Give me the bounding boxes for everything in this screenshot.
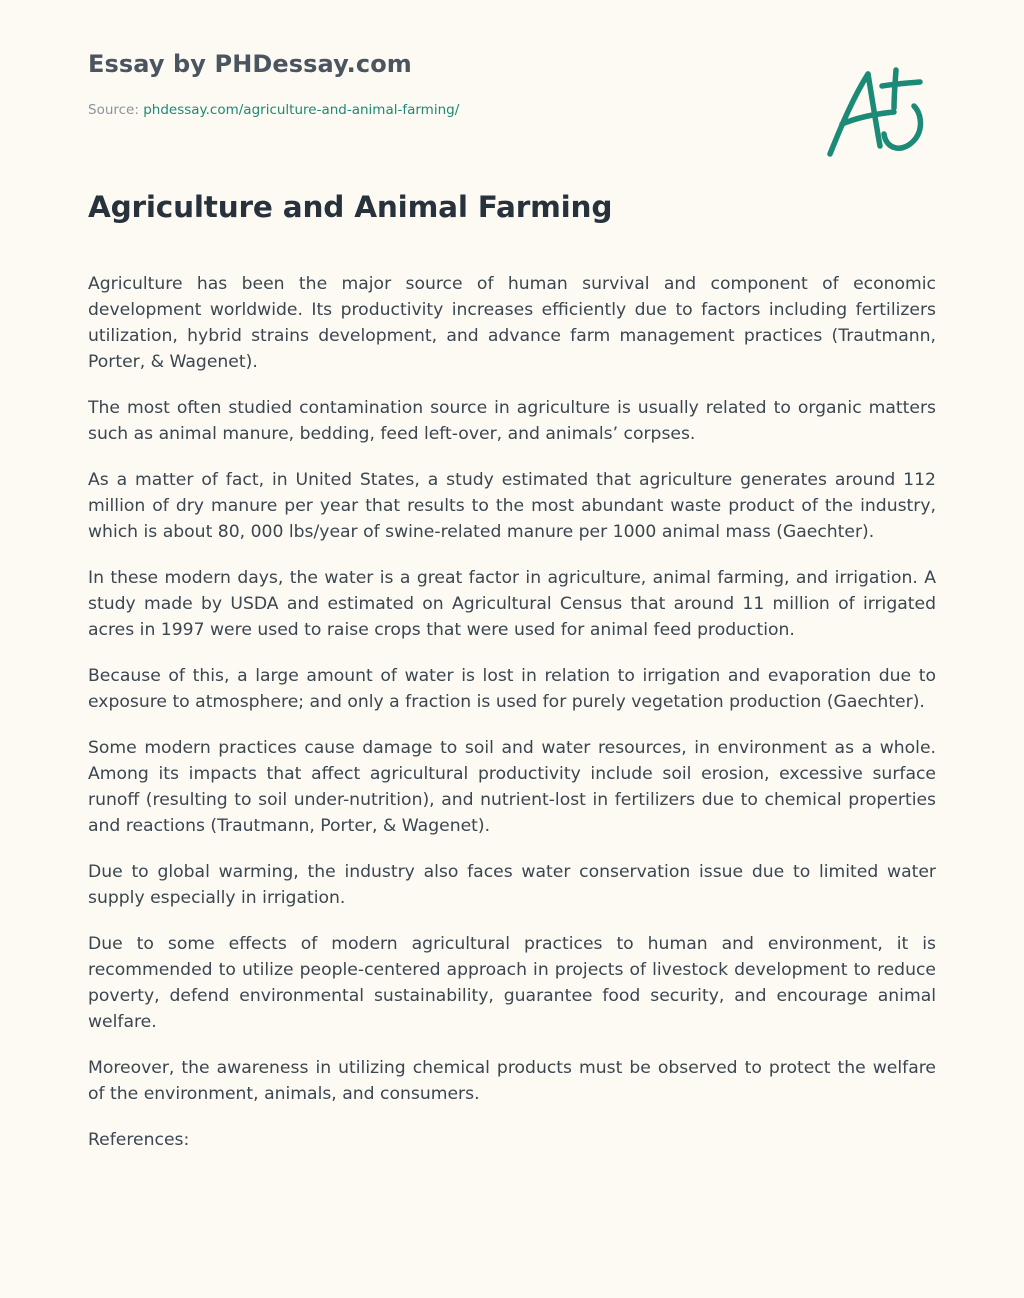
page-title: Agriculture and Animal Farming <box>88 190 613 224</box>
source-link[interactable]: phdessay.com/agriculture-and-animal-farming/ <box>143 102 460 118</box>
paragraph: Some modern practices cause damage to soil and water resources, in environment as a whole. Among its impacts that affect agricultural productivity include soil erosion, excessive surface runoff (resulting to soil under-nutrition), and nutrient-lost in fertilizers due to chemical properties and reactions (Trautmann, Porter, & Wagenet). <box>88 738 936 836</box>
source-label: Source: <box>88 102 144 118</box>
paragraph: In these modern days, the water is a great factor in agriculture, animal farming, and irrigation. A study made by USDA and estimated on Agricultural Census that around 11 million of irrigated acres in 1997 were used to raise crops that were used for animal feed production. <box>88 568 936 640</box>
paragraph: Because of this, a large amount of water is lost in relation to irrigation and evaporation due to exposure to atmosphere; and only a fraction is used for purely vegetation production (Gaechter). <box>88 666 936 712</box>
paragraph: Agriculture has been the major source of human survival and component of economic development worldwide. Its productivity increases efficiently due to factors including fertilizers utilization, hybrid strains development, and advance farm management practices (Trautmann, Porter, & Wagenet). <box>88 274 936 372</box>
paragraph: The most often studied contamination source in agriculture is usually related to organic matters such as animal manure, bedding, feed left-over, and animals’ corpses. <box>88 398 936 444</box>
a-plus-grade-icon <box>820 62 930 162</box>
paragraph: Due to some effects of modern agricultural practices to human and environment, it is recommended to utilize people-centered approach in projects of livestock development to reduce poverty, defend environmental sustainability, guarantee food security, and encourage animal welfare. <box>88 934 936 1032</box>
site-brand: Essay by PHDessay.com <box>88 50 412 78</box>
paragraph: Moreover, the awareness in utilizing chemical products must be observed to protect the welfare of the environment, animals, and consumers. <box>88 1058 936 1104</box>
source-line <box>88 102 459 118</box>
paragraph: As a matter of fact, in United States, a study estimated that agriculture generates around 112 million of dry manure per year that results to the most abundant waste product of the industry, which is about 80, 000 lbs/year of swine-related manure per 1000 animal mass (Gaechter). <box>88 470 936 542</box>
essay-body <box>88 271 936 1173</box>
paragraph: Due to global warming, the industry also faces water conservation issue due to limited water supply especially in irrigation. <box>88 862 936 908</box>
references-heading: References: <box>88 1130 190 1150</box>
